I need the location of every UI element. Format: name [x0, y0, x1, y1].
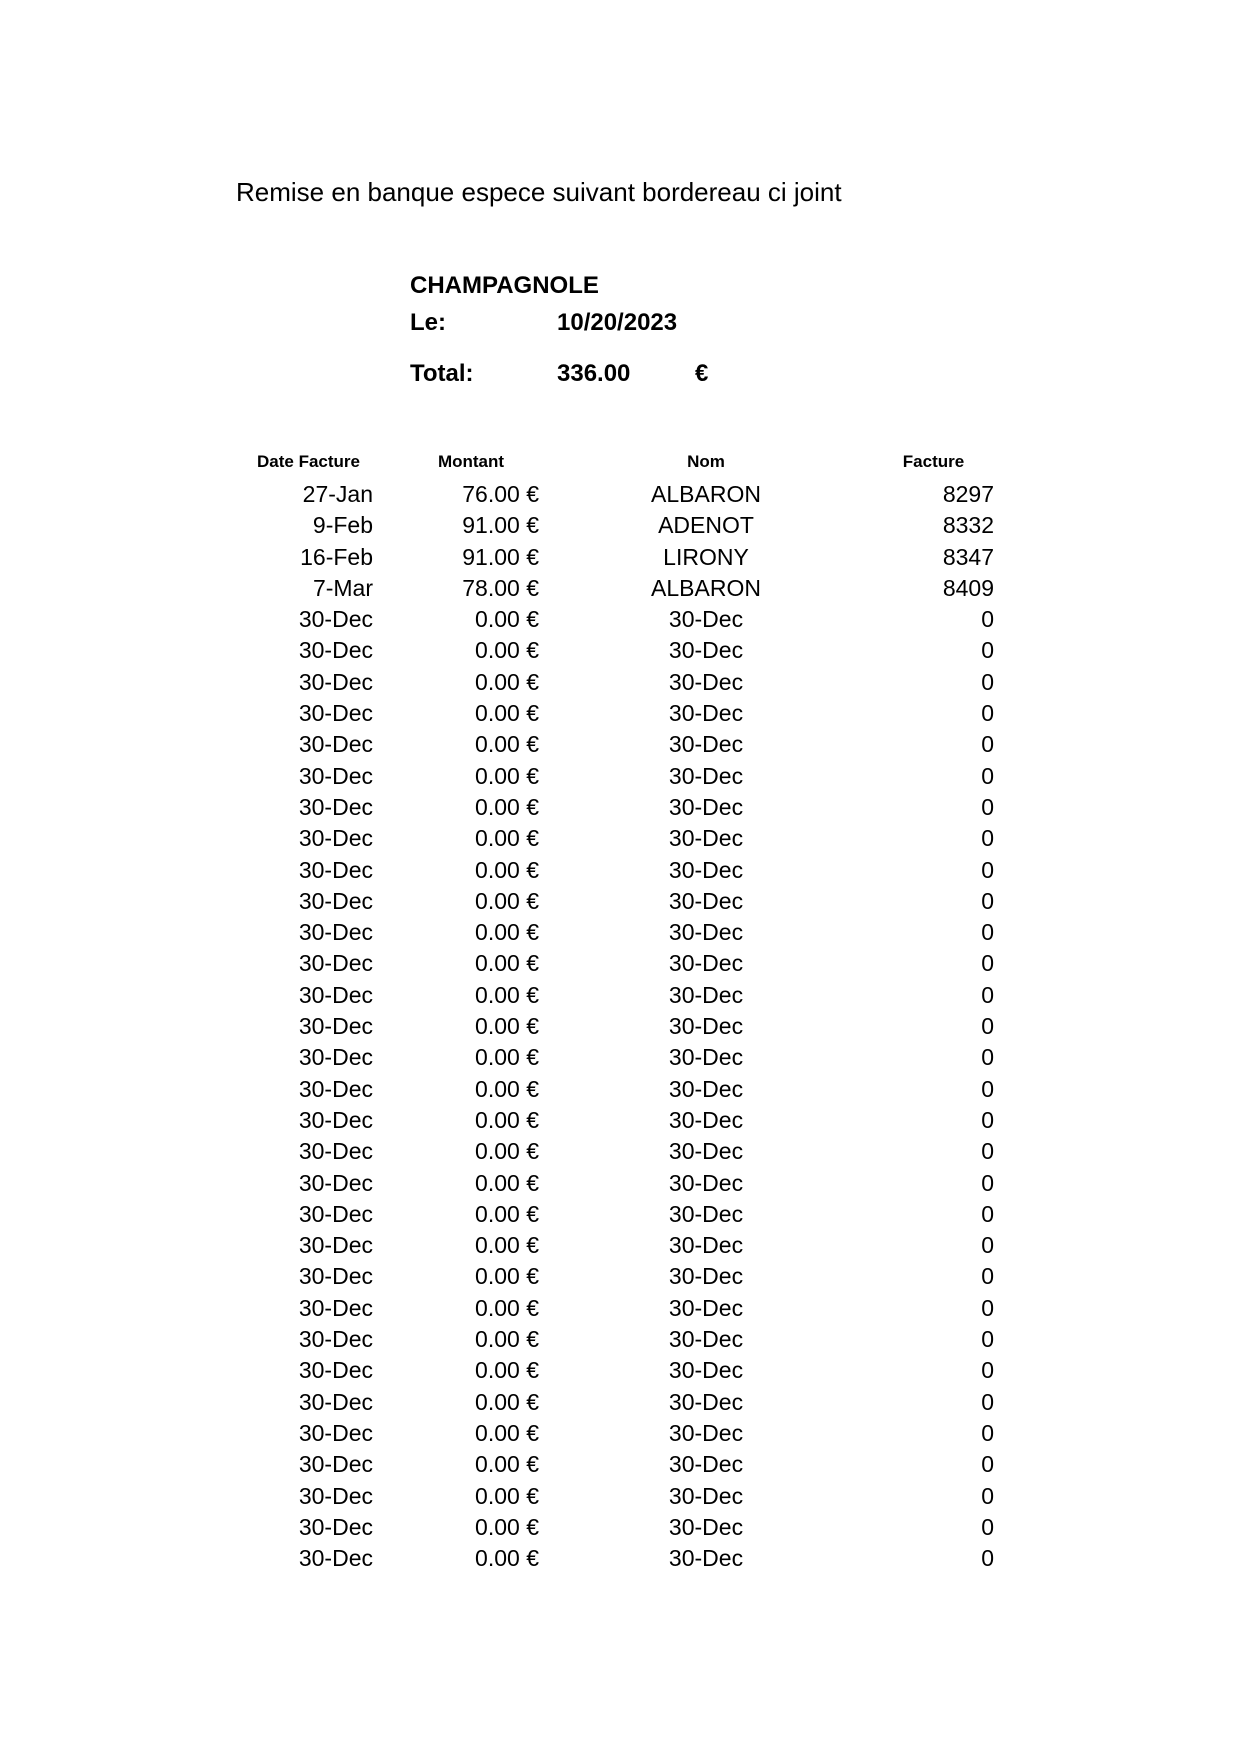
cell-nom: 30-Dec: [668, 981, 744, 1008]
cell-montant: 91.00 €: [462, 543, 539, 570]
cell-date: 30-Dec: [298, 950, 373, 977]
cell-facture: 0: [981, 1263, 994, 1290]
cell-nom: 30-Dec: [668, 1138, 744, 1165]
company-name: CHAMPAGNOLE: [410, 272, 599, 299]
cell-montant: 0.00 €: [475, 1106, 539, 1133]
cell-date: 30-Dec: [298, 1044, 373, 1071]
cell-facture: 0: [981, 1482, 994, 1509]
table-row: [236, 886, 1016, 917]
cell-montant: 78.00 €: [462, 574, 539, 601]
cell-nom: 30-Dec: [668, 887, 744, 914]
cell-date: 30-Dec: [298, 1513, 373, 1540]
cell-montant: 0.00 €: [475, 981, 539, 1008]
cell-facture: 0: [981, 1513, 994, 1540]
table-row: [236, 573, 1016, 604]
table-row: [236, 1543, 1016, 1574]
cell-facture: 0: [981, 950, 994, 977]
cell-facture: 0: [981, 919, 994, 946]
cell-nom: 30-Dec: [668, 793, 744, 820]
table-row: [236, 729, 1016, 760]
table-row: [236, 1324, 1016, 1355]
cell-facture: 0: [981, 1294, 994, 1321]
column-header-date-facture: Date Facture: [257, 452, 360, 471]
cell-facture: 0: [981, 668, 994, 695]
cell-montant: 0.00 €: [475, 1513, 539, 1540]
table-row: [236, 1074, 1016, 1105]
cell-date: 30-Dec: [298, 887, 373, 914]
cell-montant: 0.00 €: [475, 1294, 539, 1321]
cell-facture: 8297: [942, 481, 994, 507]
cell-montant: 0.00 €: [475, 950, 539, 977]
cell-facture: 0: [981, 1419, 994, 1446]
euro-symbol-icon: €: [695, 360, 709, 387]
cell-facture: 0: [981, 1075, 994, 1102]
cell-montant: 0.00 €: [475, 919, 539, 946]
cell-montant: 0.00 €: [475, 1232, 539, 1259]
table-row: [236, 823, 1016, 854]
total-row: [410, 360, 810, 397]
cell-date: 30-Dec: [298, 668, 373, 695]
cell-montant: 0.00 €: [475, 1200, 539, 1227]
cell-nom: 30-Dec: [668, 1075, 744, 1102]
cell-facture: 0: [981, 1545, 994, 1572]
cell-nom: 30-Dec: [668, 1513, 744, 1540]
cell-montant: 0.00 €: [475, 1451, 539, 1478]
cell-date: 30-Dec: [298, 825, 373, 852]
cell-facture: 0: [981, 1044, 994, 1071]
table-header: [236, 445, 1016, 479]
cell-facture: 0: [981, 1106, 994, 1133]
table-row: [236, 1387, 1016, 1418]
cell-montant: 0.00 €: [475, 825, 539, 852]
cell-facture: 0: [981, 1200, 994, 1227]
table-row: [236, 1293, 1016, 1324]
cell-date: 30-Dec: [298, 1169, 373, 1196]
table-row: [236, 917, 1016, 948]
cell-date: 30-Dec: [298, 919, 373, 946]
table-row: [236, 667, 1016, 698]
table-row: [236, 1512, 1016, 1543]
cell-facture: 0: [981, 856, 994, 883]
cell-date: 30-Dec: [298, 731, 373, 758]
cell-facture: 0: [981, 825, 994, 852]
cell-nom: 30-Dec: [668, 1013, 744, 1040]
cell-nom: 30-Dec: [668, 919, 744, 946]
cell-facture: 8347: [942, 543, 994, 570]
cell-facture: 0: [981, 1357, 994, 1384]
cell-montant: 0.00 €: [475, 700, 539, 727]
cell-montant: 0.00 €: [475, 1169, 539, 1196]
cell-facture: 0: [981, 762, 994, 789]
table-row: [236, 635, 1016, 666]
cell-facture: 8332: [942, 512, 994, 539]
cell-date: 30-Dec: [298, 1388, 373, 1415]
table-row: [236, 479, 1016, 510]
cell-nom: 30-Dec: [668, 1482, 744, 1509]
company-row: [410, 272, 810, 309]
cell-date: 30-Dec: [298, 762, 373, 789]
table-row: [236, 980, 1016, 1011]
cell-montant: 0.00 €: [475, 762, 539, 789]
total-label: Total:: [410, 360, 474, 387]
cell-nom: 30-Dec: [668, 1232, 744, 1259]
cell-montant: 0.00 €: [475, 637, 539, 664]
invoice-table-container: [236, 445, 1016, 1574]
cell-facture: 0: [981, 1232, 994, 1259]
cell-nom: 30-Dec: [668, 762, 744, 789]
cell-montant: 0.00 €: [475, 1545, 539, 1572]
cell-date: 30-Dec: [298, 1357, 373, 1384]
table-row: [236, 542, 1016, 573]
table-row: [236, 1481, 1016, 1512]
cell-facture: 0: [981, 1451, 994, 1478]
table-row: [236, 1105, 1016, 1136]
cell-nom: 30-Dec: [668, 1388, 744, 1415]
cell-nom: 30-Dec: [668, 856, 744, 883]
cell-date: 30-Dec: [298, 1326, 373, 1353]
cell-date: 30-Dec: [298, 1232, 373, 1259]
cell-date: 27-Jan: [302, 481, 373, 507]
cell-nom: 30-Dec: [668, 637, 744, 664]
cell-date: 30-Dec: [298, 1138, 373, 1165]
cell-montant: 0.00 €: [475, 606, 539, 633]
cell-facture: 0: [981, 1388, 994, 1415]
cell-date: 30-Dec: [298, 1075, 373, 1102]
date-value: 10/20/2023: [557, 309, 678, 336]
cell-date: 30-Dec: [298, 1545, 373, 1572]
table-row: [236, 510, 1016, 541]
cell-montant: 76.00 €: [462, 481, 539, 507]
cell-nom: 30-Dec: [668, 606, 744, 633]
cell-date: 30-Dec: [298, 1451, 373, 1478]
cell-montant: 0.00 €: [475, 1138, 539, 1165]
summary-header-block: [410, 272, 810, 397]
cell-facture: 0: [981, 637, 994, 664]
cell-nom: 30-Dec: [668, 1294, 744, 1321]
table-header-row: [236, 445, 1016, 479]
cell-montant: 0.00 €: [475, 856, 539, 883]
cell-facture: 0: [981, 1138, 994, 1165]
cell-facture: 0: [981, 731, 994, 758]
cell-facture: 0: [981, 700, 994, 727]
column-header-montant: Montant: [437, 452, 505, 471]
cell-montant: 0.00 €: [475, 1044, 539, 1071]
cell-nom: 30-Dec: [668, 700, 744, 727]
table-row: [236, 855, 1016, 886]
total-value: 336.00: [557, 360, 631, 387]
cell-montant: 0.00 €: [475, 668, 539, 695]
cell-date: 30-Dec: [298, 700, 373, 727]
cell-nom: 30-Dec: [668, 1419, 744, 1446]
cell-montant: 91.00 €: [462, 512, 539, 539]
cell-nom: 30-Dec: [668, 1169, 744, 1196]
table-row: [236, 1418, 1016, 1449]
cell-nom: 30-Dec: [668, 1263, 744, 1290]
cell-date: 30-Dec: [298, 606, 373, 633]
table-row: [236, 1449, 1016, 1480]
table-row: [236, 761, 1016, 792]
cell-facture: 0: [981, 793, 994, 820]
cell-nom: 30-Dec: [668, 731, 744, 758]
cell-date: 30-Dec: [298, 1419, 373, 1446]
cell-date: 30-Dec: [298, 1013, 373, 1040]
table-row: [236, 792, 1016, 823]
cell-nom: ALBARON: [651, 481, 761, 507]
cell-date: 30-Dec: [298, 1263, 373, 1290]
cell-date: 30-Dec: [298, 1482, 373, 1509]
table-row: [236, 1261, 1016, 1292]
cell-montant: 0.00 €: [475, 1388, 539, 1415]
cell-montant: 0.00 €: [475, 1326, 539, 1353]
cell-montant: 0.00 €: [475, 1013, 539, 1040]
cell-nom: ADENOT: [658, 512, 754, 539]
table-row: [236, 1168, 1016, 1199]
date-label: Le:: [410, 309, 446, 336]
cell-date: 30-Dec: [298, 981, 373, 1008]
table-row: [236, 1355, 1016, 1386]
cell-montant: 0.00 €: [475, 1075, 539, 1102]
cell-facture: 0: [981, 1169, 994, 1196]
cell-nom: 30-Dec: [668, 668, 744, 695]
cell-montant: 0.00 €: [475, 1357, 539, 1384]
cell-nom: 30-Dec: [668, 1326, 744, 1353]
cell-nom: 30-Dec: [668, 1106, 744, 1133]
table-row: [236, 1230, 1016, 1261]
cell-nom: ALBARON: [651, 574, 761, 601]
table-row: [236, 1136, 1016, 1167]
cell-date: 30-Dec: [298, 1200, 373, 1227]
table-row: [236, 698, 1016, 729]
document-title: Remise en banque espece suivant bordereau ci joint: [236, 177, 842, 207]
cell-montant: 0.00 €: [475, 793, 539, 820]
cell-date: 30-Dec: [298, 1294, 373, 1321]
cell-nom: 30-Dec: [668, 1200, 744, 1227]
invoice-table: [236, 445, 1016, 1574]
cell-facture: 0: [981, 1326, 994, 1353]
cell-date: 30-Dec: [298, 856, 373, 883]
cell-nom: 30-Dec: [668, 1545, 744, 1572]
column-header-facture: Facture: [902, 452, 965, 471]
cell-montant: 0.00 €: [475, 1263, 539, 1290]
cell-nom: LIRONY: [663, 543, 749, 570]
cell-facture: 0: [981, 887, 994, 914]
column-header-nom: Nom: [687, 452, 725, 471]
cell-facture: 0: [981, 981, 994, 1008]
cell-montant: 0.00 €: [475, 731, 539, 758]
cell-nom: 30-Dec: [668, 950, 744, 977]
cell-date: 16-Feb: [300, 543, 373, 570]
cell-nom: 30-Dec: [668, 1451, 744, 1478]
cell-montant: 0.00 €: [475, 1419, 539, 1446]
cell-date: 30-Dec: [298, 637, 373, 664]
cell-montant: 0.00 €: [475, 1482, 539, 1509]
table-body: [236, 479, 1016, 1574]
table-row: [236, 1199, 1016, 1230]
table-row: [236, 1011, 1016, 1042]
cell-date: 7-Mar: [312, 574, 373, 601]
cell-montant: 0.00 €: [475, 887, 539, 914]
cell-facture: 8409: [942, 574, 994, 601]
cell-date: 30-Dec: [298, 1106, 373, 1133]
cell-nom: 30-Dec: [668, 1044, 744, 1071]
cell-facture: 0: [981, 1013, 994, 1040]
table-row: [236, 604, 1016, 635]
date-row: [410, 309, 810, 360]
table-row: [236, 948, 1016, 979]
cell-nom: 30-Dec: [668, 1357, 744, 1384]
cell-facture: 0: [981, 606, 994, 633]
cell-date: 30-Dec: [298, 793, 373, 820]
cell-date: 9-Feb: [312, 512, 373, 539]
table-row: [236, 1042, 1016, 1073]
cell-nom: 30-Dec: [668, 825, 744, 852]
